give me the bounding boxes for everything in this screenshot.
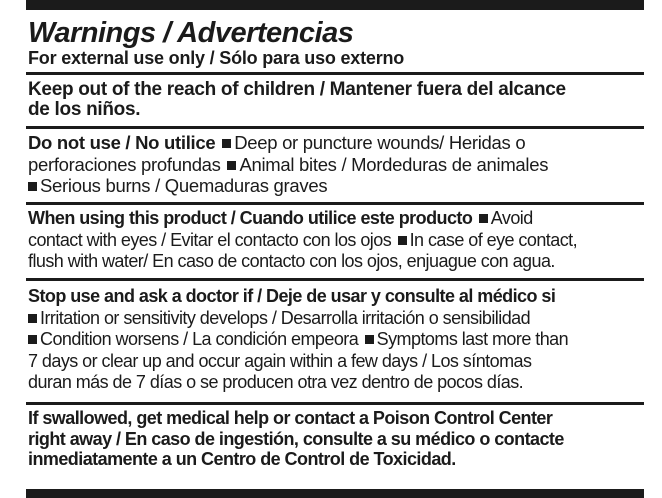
- stop-use-heading: Stop use and ask a doctor if / Deje de usar y consulte al médico si: [28, 286, 556, 306]
- when-using-section: [28, 208, 644, 273]
- if-swallowed-section: [28, 408, 644, 470]
- keep-out-line-1: Keep out of the reach of children / Mantener fuera del alcance: [28, 79, 566, 100]
- divider: [26, 126, 644, 129]
- if-swallowed-line: right away / En caso de ingestión, consulte a su médico o contacte: [28, 428, 564, 449]
- external-use-note: For external use only / Sólo para uso externo: [28, 48, 405, 68]
- stop-use-section: [28, 286, 644, 394]
- do-not-use-item: perforaciones profundas: [28, 153, 221, 175]
- when-using-item: flush with water/ En caso de contacto con los ojos, enjuague con agua.: [28, 251, 555, 271]
- if-swallowed-line: inmediatamente a un Centro de Control de Toxicidad.: [28, 449, 456, 469]
- when-using-item: In case of eye contact,: [409, 229, 578, 250]
- divider: [26, 402, 644, 405]
- do-not-use-item: Serious burns / Quemaduras graves: [40, 175, 328, 196]
- label-content: [26, 10, 644, 489]
- if-swallowed-line: If swallowed, get medical help or contact a Poison Control Center: [28, 408, 553, 428]
- stop-use-item: Irritation or sensitivity develops / Desarrolla irritación o sensibilidad: [40, 307, 531, 328]
- bullet-icon: [365, 335, 374, 344]
- do-not-use-item: Animal bites / Mordeduras de animales: [239, 153, 549, 175]
- warnings-title: Warnings / Advertencias: [28, 17, 354, 49]
- bullet-icon: [398, 236, 407, 245]
- bullet-icon: [28, 335, 37, 344]
- bullet-icon: [222, 139, 231, 148]
- bullet-icon: [28, 314, 37, 323]
- stop-use-item: Condition worsens / La condición empeora: [40, 329, 359, 349]
- keep-out-line-2: de los niños.: [28, 99, 141, 120]
- do-not-use-section: [28, 132, 644, 197]
- divider: [26, 278, 644, 281]
- when-using-item: contact with eyes / Evitar el contacto con los ojos: [28, 229, 392, 250]
- bullet-icon: [479, 214, 488, 223]
- bullet-icon: [227, 161, 236, 170]
- do-not-use-item: Deep or puncture wounds/ Heridas o: [234, 132, 526, 153]
- bullet-icon: [28, 182, 37, 191]
- when-using-heading: When using this product / Cuando utilice este producto: [28, 208, 473, 228]
- stop-use-item: duran más de 7 días o se producen otra vez dentro de pocos días.: [28, 372, 524, 392]
- bottom-frame-bar: [26, 489, 644, 498]
- do-not-use-heading: Do not use / No utilice: [28, 132, 216, 153]
- when-using-item: Avoid: [490, 208, 533, 228]
- stop-use-item: Symptoms last more than: [376, 329, 569, 349]
- divider: [26, 202, 644, 205]
- stop-use-item: 7 days or clear up and occur again within a few days / Los síntomas: [28, 350, 532, 371]
- top-frame-bar: [26, 0, 644, 10]
- keep-out-of-reach: [28, 80, 644, 120]
- divider: [26, 72, 644, 75]
